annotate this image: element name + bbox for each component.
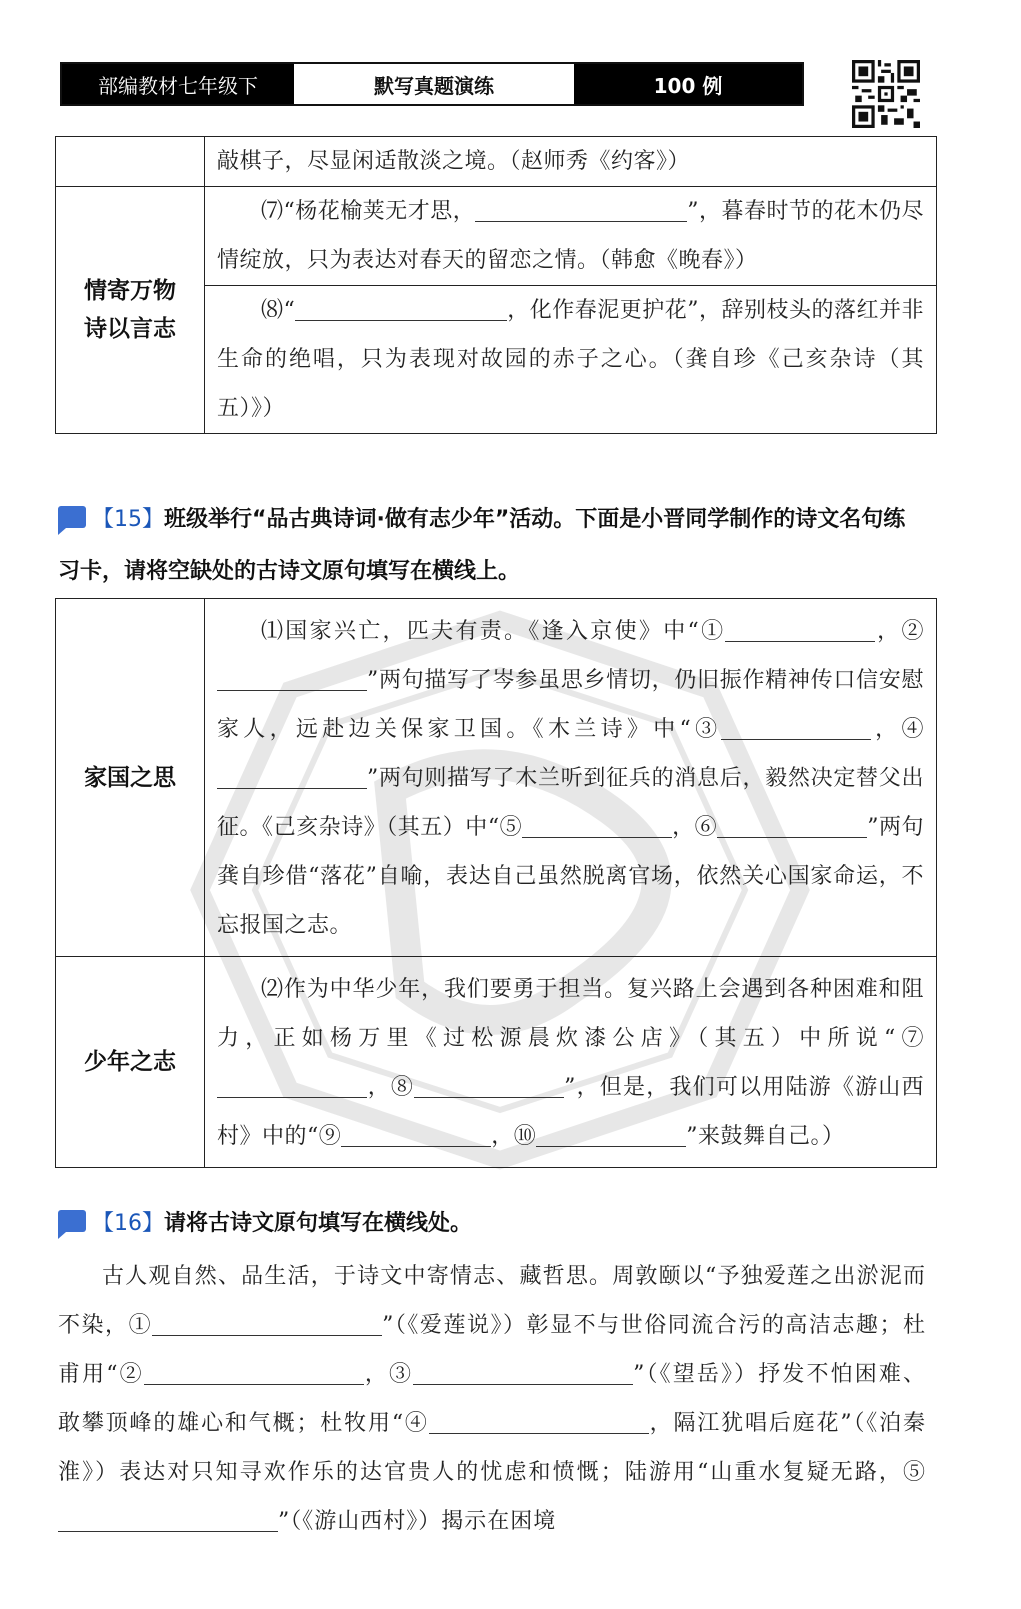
header-grade: 部编教材七年级下 [62, 64, 294, 104]
answer-blank-7[interactable] [475, 191, 687, 222]
answer-blank-8[interactable] [295, 290, 507, 321]
row-continuation [205, 137, 937, 187]
q16-text-4: ”（《望岳》）抒发不怕困难、敢攀顶峰的雄心和气概；杜牧用“④ [58, 1362, 926, 1436]
youth-text-4: ，⑩ [491, 1124, 537, 1149]
q16-blank-5[interactable] [58, 1501, 278, 1532]
speech-bubble-icon [58, 1210, 86, 1232]
q16-text-2: ”（《爱莲说》）彰显不与世俗同流合污的高洁志趣；杜甫用“② [58, 1313, 926, 1387]
q16-blank-1[interactable] [152, 1305, 382, 1336]
poem-table-2 [55, 598, 937, 1168]
item-8-post: ，化作春泥更护花”，辞别枝头的落红并非生命的绝唱，只为表现对故园的赤子之心。（龚自珍《己亥杂诗（其五）》） [217, 298, 924, 421]
empty-label-cell [56, 137, 205, 187]
label-youth: 少年之志 [56, 957, 205, 1168]
group-label-cell [56, 187, 205, 434]
homeland-text-2: ，② [875, 619, 924, 644]
item-7-cell [205, 187, 937, 286]
row-homeland [205, 599, 937, 957]
answer-blank-1[interactable] [725, 611, 875, 642]
question-16-number: 【16】 [92, 1211, 164, 1236]
youth-text-1: ⑵作为中华少年，我们要勇于担当。复兴路上会遇到各种困难和阻力，正如杨万里《过松源晨炊漆公店》（其五）中所说“⑦ [217, 977, 924, 1051]
q16-text-1: 古人观自然、品生活，于诗文中寄情志、藏哲思。周敦颐以“予独爱莲之出淤泥而不染，① [58, 1264, 926, 1338]
poem-table-1 [55, 136, 937, 434]
question-16-text: 请将古诗文原句填写在横线处。 [164, 1211, 473, 1236]
youth-text-3: ”，但是，我们可以用陆游《游山西村》中的“⑨ [217, 1075, 924, 1149]
q16-text-6: ”（《游山西村》）揭示在困境 [278, 1509, 557, 1534]
homeland-text-6: ，⑥ [672, 815, 718, 840]
question-15 [58, 494, 924, 598]
homeland-text-4: ，④ [871, 717, 924, 742]
group-label-line1: 情寄万物 [84, 278, 176, 304]
answer-blank-8b[interactable] [414, 1067, 564, 1098]
row-youth [205, 957, 937, 1168]
page-header [60, 62, 804, 106]
continuation-text: 敲棋子，尽显闲适散淡之境。（赵师秀《约客》） [217, 149, 691, 174]
q16-text-5: ，隔江犹唱后庭花”（《泊秦淮》）表达对只知寻欢作乐的达官贵人的忧虑和愤慨；陆游用“山重水复疑无路，⑤ [58, 1411, 926, 1485]
answer-blank-6[interactable] [717, 807, 867, 838]
q16-text-3: ，③ [363, 1362, 414, 1387]
answer-blank-7b[interactable] [217, 1067, 367, 1098]
label-homeland: 家国之思 [56, 599, 205, 957]
question-15-number: 【15】 [92, 507, 164, 532]
youth-text-2: ，⑧ [367, 1075, 415, 1100]
item-8-pre: ⑻“ [261, 298, 296, 323]
homeland-text-5: ”两句则描写了木兰听到征兵的消息后，毅然决定替父出征。《己亥杂诗》（其五）中“⑤ [217, 766, 924, 840]
q16-blank-3[interactable] [413, 1354, 633, 1385]
youth-text-5: ”来鼓舞自己。） [686, 1124, 845, 1149]
group-label-line2: 诗以言志 [84, 316, 176, 342]
answer-blank-3[interactable] [721, 709, 871, 740]
homeland-text-3: ”两句描写了岑参虽思乡情切，仍旧振作精神传口信安慰家人，远赴边关保家卫国。《木兰诗》中“③ [217, 668, 924, 742]
answer-blank-10[interactable] [536, 1116, 686, 1147]
q16-blank-4[interactable] [429, 1403, 649, 1434]
answer-blank-9[interactable] [341, 1116, 491, 1147]
answer-blank-4[interactable] [217, 758, 367, 789]
question-16 [58, 1198, 924, 1250]
answer-blank-2[interactable] [217, 660, 367, 691]
header-title: 默写真题演练 [294, 64, 574, 104]
homeland-text-1: ⑴国家兴亡，匹夫有责。《逢入京使》中“① [261, 619, 726, 644]
header-count: 100 例 [574, 64, 802, 104]
item-7-pre: ⑺“杨花榆荚无才思， [261, 199, 476, 224]
q16-blank-2[interactable] [144, 1354, 364, 1385]
qr-code-icon [852, 60, 920, 128]
item-7-post: ”，暮春时节的花木仍尽情绽放，只为表达对春天的留恋之情。（韩愈《晚春》） [217, 199, 924, 273]
item-8-cell [205, 286, 937, 434]
question-16-paragraph [58, 1252, 926, 1546]
answer-blank-5[interactable] [522, 807, 672, 838]
speech-bubble-icon [58, 506, 86, 528]
question-15-text: 班级举行“品古典诗词·做有志少年”活动。下面是小晋同学制作的诗文名句练习卡，请将空缺处的古诗文原句填写在横线上。 [58, 507, 906, 584]
homeland-text-7: ”两句龚自珍借“落花”自喻，表达自己虽然脱离官场，依然关心国家命运，不忘报国之志。 [217, 815, 924, 938]
